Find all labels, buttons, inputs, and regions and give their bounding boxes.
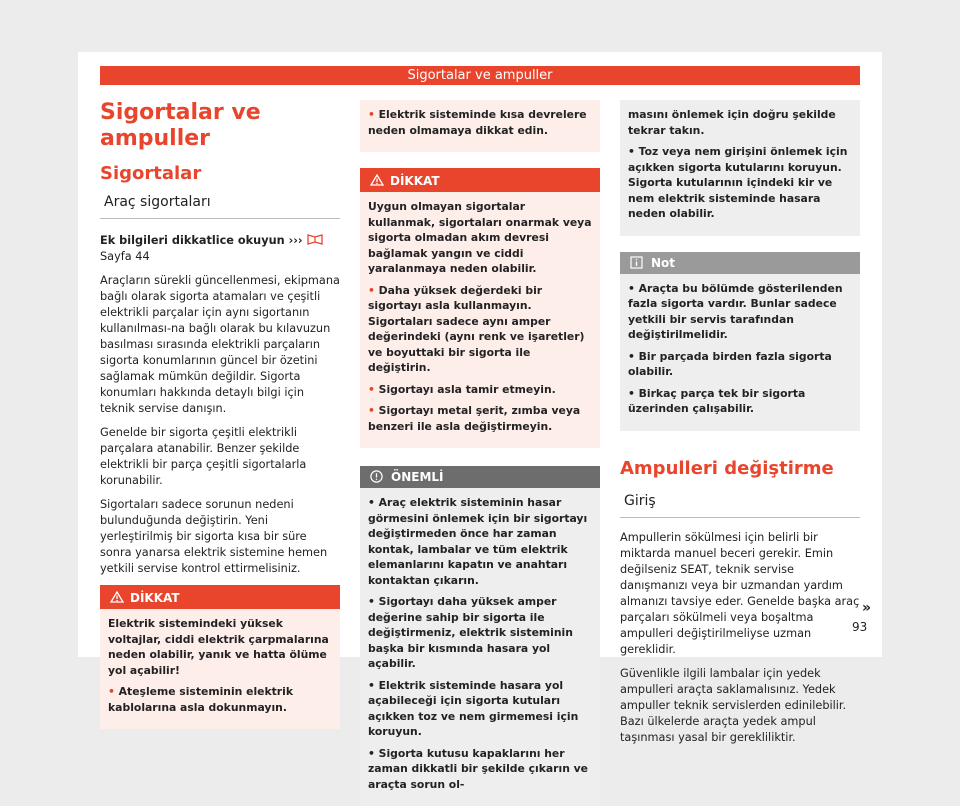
list-item: • Sigorta kutusu kapaklarını her zaman dikkatli bir şekilde çıkarın ve araçta sorun ol- xyxy=(368,746,589,791)
list-item: • Daha yüksek değerdeki bir sigortayı asla kullanmayın. Sigortaları sadece aynı amper değerindeki (aynı renk ve işaretler) ve boyuttaki bir sigorta ile değiştirin. xyxy=(368,283,585,374)
page-number: 93 xyxy=(852,620,868,634)
paragraph: Araçların sürekli güncellenmesi, ekipmana bağlı olarak sigorta atamaları ve çeşitli elektrikli parçalar için aynı sigortanın kullanılması-na bağlı olarak bu kılavuzun basılması sırasında elektrikli parçaların sigorta konumlarının güncel bir özetini sağlamak mümkün değildir. Sigorta konumları hakkında detaylı bilgi için teknik servise danışın. xyxy=(100,274,340,415)
column-3 xyxy=(620,100,860,754)
warning-icon xyxy=(110,588,124,600)
warning-icon xyxy=(370,171,384,183)
subsection-title: Araç sigortaları xyxy=(100,192,340,219)
warning-box xyxy=(360,168,600,448)
list-item: • Sigortayı daha yüksek amper değerine sahip bir sigorta ile değiştirmeniz, elektrik sisteminin başka bir kısmında hasara yol açabilir. xyxy=(368,595,573,670)
warning-header: DİKKAT xyxy=(360,170,600,192)
info-icon xyxy=(370,468,383,481)
list-item-continued: masını önlemek için doğru şekilde tekrar takın. xyxy=(628,108,836,137)
warning-body xyxy=(360,192,600,448)
warning-box-continued xyxy=(360,100,600,152)
note-box xyxy=(620,252,860,431)
lead-reference: Ek bilgileri dikkatlice okuyun ››› Sayfa 44 xyxy=(100,233,340,265)
book-icon xyxy=(307,234,323,245)
info-icon xyxy=(630,254,643,267)
list-item: • Elektrik sisteminde kısa devrelere neden olmamaya dikkat edin. xyxy=(368,108,587,137)
important-box xyxy=(360,466,600,806)
warning-body xyxy=(100,609,340,729)
warning-header: DİKKAT xyxy=(100,587,340,609)
list-item: • Elektrik sisteminde hasara yol açabileceği için sigorta kutuları açıkken toz ve nem girmemesi için koruyun. xyxy=(368,678,579,738)
warning-text: Elektrik sistemindeki yüksek voltajlar, ciddi elektrik çarpmalarına neden olabilir, yanık ve hatta ölüme yol açabilir! xyxy=(108,617,329,677)
note-body xyxy=(620,274,860,431)
paragraph: Sigortaları sadece sorunun nedeni bulunduğunda değiştirin. Yeni yerleştirilmiş bir sigorta kısa bir süre sonra yanarsa elektrik sistemine hemen yetkili servise kontrol ettirmelisiniz. xyxy=(100,498,328,575)
paragraph: Güvenlikle ilgili lambalar için yedek ampulleri araçta saklamalısınız. Yedek ampuller teknik servislerden edinilebilir. Bazı ülkelerde araçta yedek ampul taşınması yasal bir gerekliliktir. xyxy=(620,666,847,744)
column-1 xyxy=(100,100,340,729)
list-item: • Ateşleme sisteminin elektrik kablolarına asla dokunmayın. xyxy=(108,685,294,714)
warning-body xyxy=(360,100,600,152)
column-2 xyxy=(360,100,600,806)
paragraph: Genelde bir sigorta çeşitli elektrikli parçalara atanabilir. Benzer şekilde elektrikli bir parça çeşitli sigortalarla korunabilir. xyxy=(100,426,307,487)
list-item: • Sigortayı asla tamir etmeyin. xyxy=(368,382,556,396)
warning-text: Uygun olmayan sigortalar kullanmak, sigortaları onarmak veya sigorta olmadan akım devresi bağlamak yangın ve ciddi yaralanmaya neden olabilir. xyxy=(368,200,592,275)
list-item: • Birkaç parça tek bir sigorta üzerinden çalışabilir. xyxy=(628,386,806,415)
chapter-title: Sigortalar ve ampuller xyxy=(100,100,261,151)
page-link[interactable]: Sayfa 44 xyxy=(100,250,150,263)
subsection-title: Giriş xyxy=(620,491,860,518)
list-item: • Bir parçada birden fazla sigorta olabilir. xyxy=(628,349,832,378)
important-box-continued xyxy=(620,100,860,236)
list-item: • Araçta bu bölümde gösterilenden fazla sigorta vardır. Bunlar sadece yetkili bir servis tarafından değiştirilmelidir. xyxy=(628,281,843,341)
important-body xyxy=(620,100,860,236)
list-item: • Sigortayı metal şerit, zımba veya benzeri ile asla değiştirmeyin. xyxy=(368,404,581,433)
continued-marker: » xyxy=(862,600,872,616)
section-title: Sigortalar xyxy=(100,163,202,184)
section-title: Ampulleri değiştirme xyxy=(620,457,834,479)
page-header: Sigortalar ve ampuller xyxy=(100,66,860,85)
important-header: ÖNEMLİ xyxy=(360,466,600,488)
list-item: • Araç elektrik sisteminin hasar görmesini önlemek için bir sigortayı değiştirmeden önce har zaman kontak, lambalar ve tüm elektrik elemanlarını kapatın ve anahtarı kontaktan çıkarın. xyxy=(368,496,588,587)
paragraph: Ampullerin sökülmesi için belirli bir miktarda manuel beceri gerekir. Emin değilseniz SEAT, teknik servise danışmanızı veya bir uzmandan yardım almanızı tavsiye eder. Genelde başka araç parçaları sökülmeli veya boşaltma ampulleri değiştirilmeliyse uzman gereklidir. xyxy=(620,530,860,656)
warning-box xyxy=(100,585,340,729)
note-header: Not xyxy=(620,252,860,274)
important-body xyxy=(360,488,600,806)
list-item: • Toz veya nem girişini önlemek için açıkken sigorta kutularını koruyun. Sigorta kutularının içindeki kir ve nem elektrik sisteminde hasara neden olabilir. xyxy=(628,145,848,220)
